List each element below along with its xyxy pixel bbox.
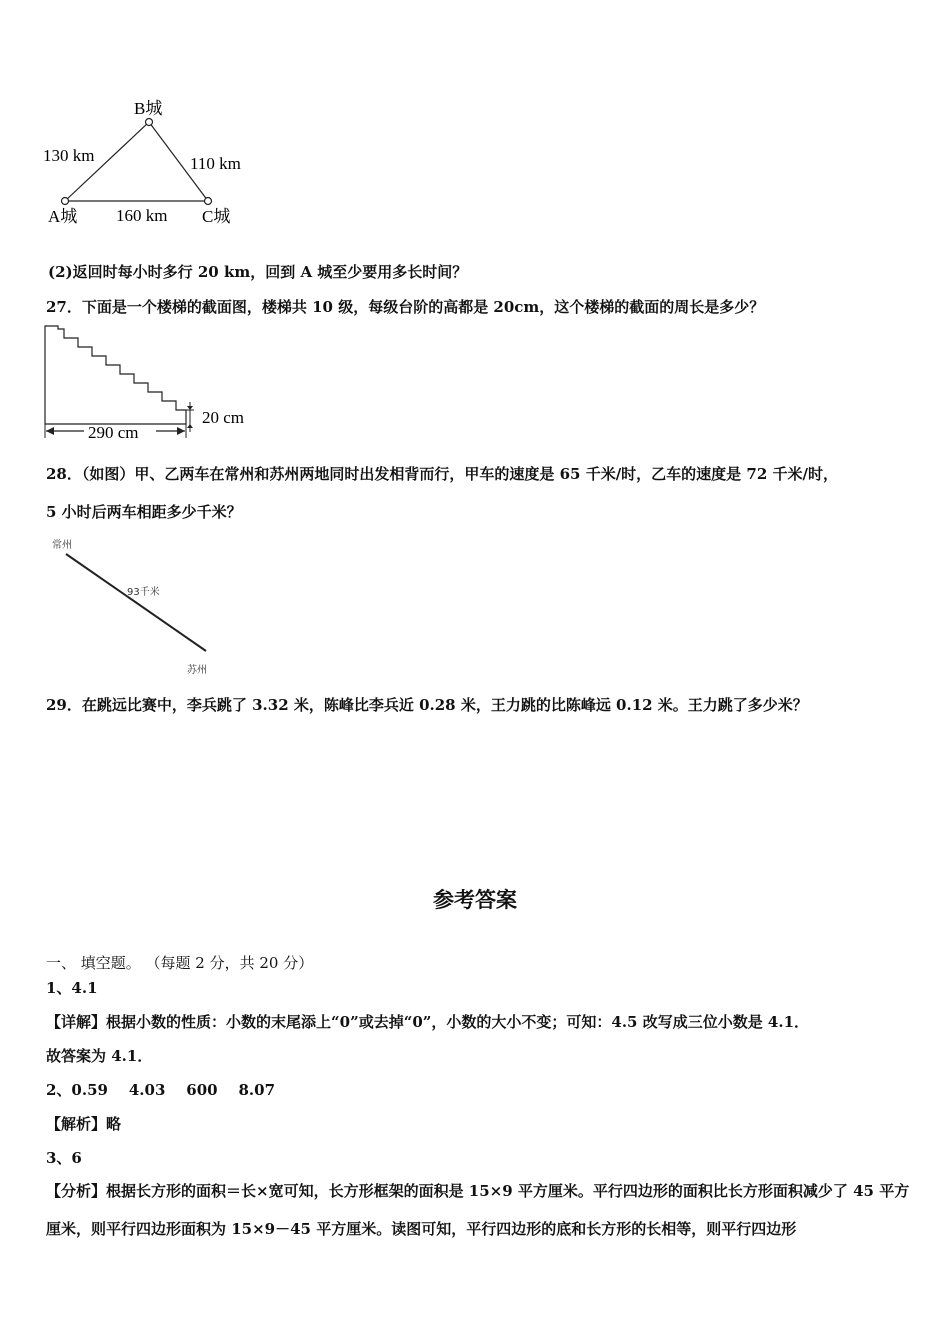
answer-1-detail: 【详解】根据小数的性质：小数的末尾添上“0”或去掉“0”，小数的大小不变；可知：4.5 改写成三位小数是 4.1． [46,1013,810,1031]
answer-2-analysis: 【解析】略 [46,1115,122,1133]
base-dim-arrowhead-right [177,427,185,435]
base-dim-arrowhead-left [46,427,54,435]
answers-section1-heading: 一、 填空题。 （每题 2 分，共 20 分） [46,954,314,972]
step-height-arrowhead-down [187,406,193,410]
route-figure [46,533,226,678]
label-c: C城 [202,207,231,226]
staircase-outline [45,326,186,424]
point-a [62,198,69,205]
answer-2: 2、0.59 4.03 600 8.07 [46,1081,276,1099]
answer-3-analysis: 【分析】根据长方形的面积＝长×宽可知，长方形框架的面积是 15×9 平方厘米。平行四边形的面积比长方形面积减少了 45 平方厘米，则平行四边形面积为 15×9－45 平方厘米。读图可知，平行四边形的底和长方形的长相等，则平行四边形 [46,1182,910,1238]
q28-text-line1: 28．（如图）甲、乙两车在常州和苏州两地同时出发相背而行，甲车的速度是 65 千米/时，乙车的速度是 72 千米/时， [46,465,838,483]
answers-title: 参考答案 [433,888,517,912]
q28-text-line2: 5 小时后两车相距多少千米？ [46,503,242,521]
label-bc-distance: 110 km [190,154,241,173]
base-length-label: 290 cm [88,423,139,442]
label-a: A城 [48,207,78,226]
route-line [66,554,206,651]
staircase-figure [36,320,266,446]
city-suzhou-label: 苏州 [187,665,207,676]
answer-1: 1、4.1 [46,979,98,997]
step-height-label: 20 cm [202,408,245,427]
q27-text: 27．下面是一个楼梯的截面图，楼梯共 10 级，每级台阶的高都是 20cm，这个楼梯的截面的周长是多少？ [46,298,765,316]
q26-part2: (2)返回时每小时多行 20 km，回到 A 城至少要用多长时间？ [48,263,468,281]
step-height-arrowhead-up [187,424,193,428]
point-b [146,119,153,126]
point-c [205,198,212,205]
city-changzhou-label: 常州 [52,540,72,551]
label-ab-distance: 130 km [43,146,95,165]
q29-text: 29．在跳远比赛中，李兵跳了 3.32 米，陈峰比李兵近 0.28 米，王力跳的比陈峰远 0.12 米。王力跳了多少米？ [46,696,808,714]
answer-1-conclusion: 故答案为 4.1． [46,1047,153,1065]
label-ac-distance: 160 km [116,206,168,225]
answer-3: 3、6 [46,1149,82,1167]
label-b: B城 [134,99,163,118]
route-distance-label: 93千米 [127,587,160,598]
triangle-figure [36,94,266,232]
